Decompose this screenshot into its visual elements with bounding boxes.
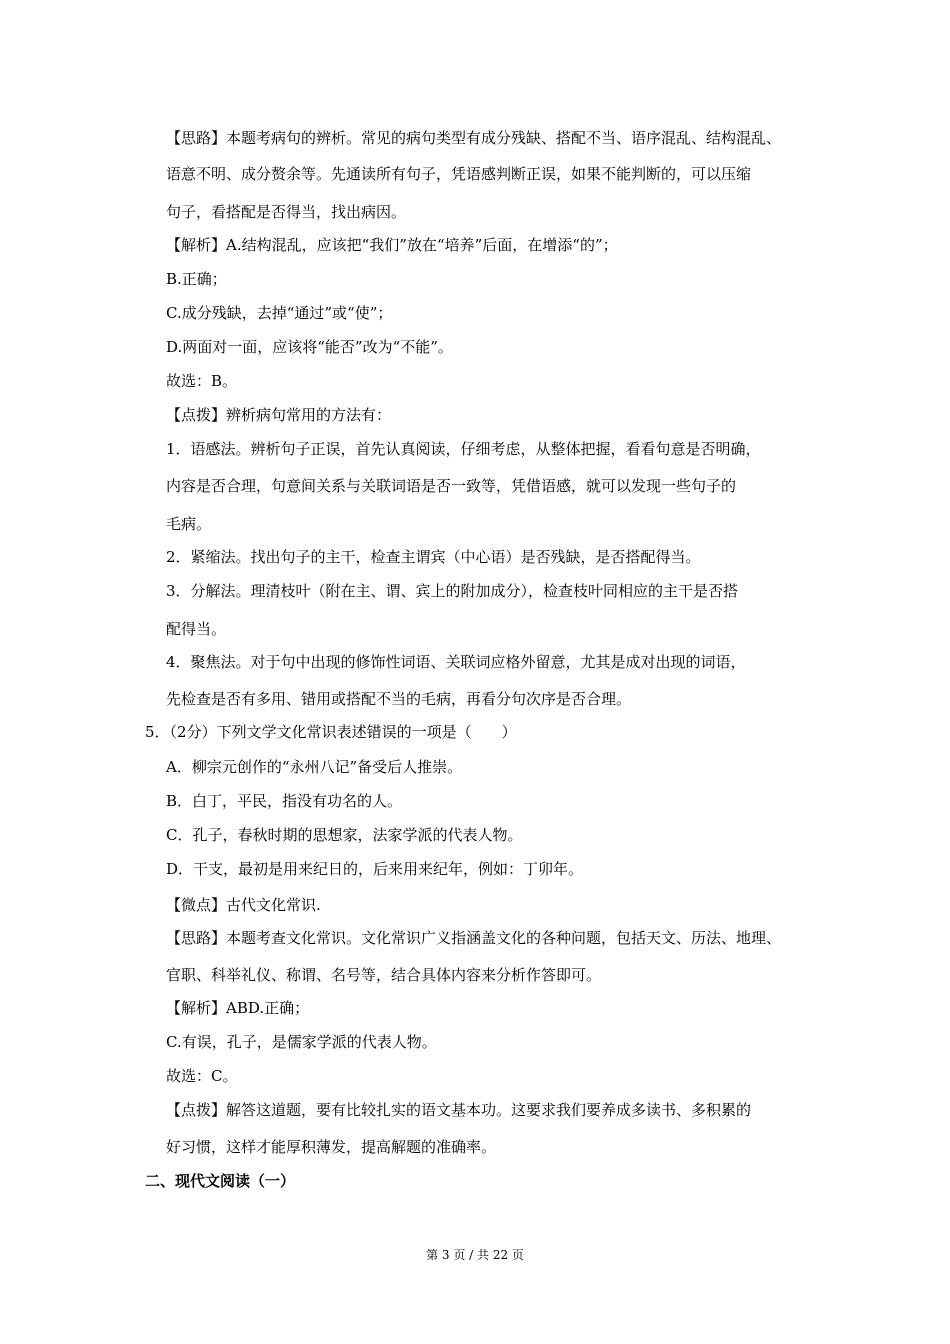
q4-option-b-analysis: B.正确； [166, 270, 227, 288]
method-4-line-2: 先检查是否有多用、错用或搭配不当的毛病，再看分句次序是否合理。 [166, 690, 632, 708]
q4-dianbo: 【点拨】辨析病句常用的方法有： [166, 406, 392, 424]
q5-dianbo-line-1: 【点拨】解答这道题，要有比较扎实的语文基本功。这要求我们要养成多读书、多积累的 [166, 1101, 752, 1119]
q4-jiexi: 【解析】A.结构混乱，应该把“我们”放在“培养”后面，在增添“的”； [166, 236, 618, 254]
q5-silu-line-1: 【思路】本题考查文化常识。文化常识广义指涵盖文化的各种问题，包括天文、历法、地理、 [166, 929, 782, 947]
q5-stem: 5．（2分）下列文学文化常识表述错误的一项是（ ） [145, 723, 517, 741]
q4-silu-line-1: 【思路】本题考病句的辨析。常见的病句类型有成分残缺、搭配不当、语序混乱、结构混乱、 [166, 129, 782, 147]
q4-option-d-analysis: D.两面对一面，应该将“能否”改为“不能”。 [166, 338, 453, 356]
q5-dianbo-line-2: 好习惯，这样才能厚积薄发，提高解题的准确率。 [166, 1138, 497, 1156]
q4-silu-line-3: 句子，看搭配是否得当，找出病因。 [166, 203, 407, 221]
q5-jiexi: 【解析】ABD.正确； [166, 999, 310, 1017]
q5-option-c-analysis: C.有误，孔子，是儒家学派的代表人物。 [166, 1033, 437, 1051]
method-1-line-3: 毛病。 [166, 515, 212, 533]
method-4-line-1: 4．聚焦法。对于句中出现的修饰性词语、关联词应格外留意，尤其是成对出现的词语， [166, 653, 746, 671]
method-1-line-2: 内容是否合理，句意间关系与关联词语是否一致等，凭借语感，就可以发现一些句子的 [166, 477, 737, 495]
q4-option-c-analysis: C.成分残缺，去掉“通过”或“使”； [166, 304, 393, 322]
method-3-line-1: 3．分解法。理清枝叶（附在主、谓、宾上的附加成分），检查枝叶同相应的主干是否搭 [166, 582, 739, 600]
q5-option-b: B．白丁，平民，指没有功名的人。 [166, 792, 403, 810]
q5-weidian: 【微点】古代文化常识. [166, 896, 321, 914]
method-1-line-1: 1．语感法。辨析句子正误，首先认真阅读，仔细考虑，从整体把握，看看句意是否明确， [166, 440, 761, 458]
method-2: 2．紧缩法。找出句子的主干，检查主谓宾（中心语）是否残缺，是否搭配得当。 [166, 548, 701, 566]
method-3-line-2: 配得当。 [166, 620, 227, 638]
q4-answer: 故选：B。 [166, 372, 238, 390]
section-heading: 二、现代文阅读（一） [145, 1172, 296, 1190]
q5-option-c: C．孔子，春秋时期的思想家，法家学派的代表人物。 [166, 826, 523, 844]
q5-option-d: D．干支，最初是用来纪日的，后来用来纪年，例如：丁卯年。 [166, 860, 584, 878]
page-footer: 第 3 页 / 共 22 页 [426, 1248, 524, 1262]
q5-silu-line-2: 官职、科举礼仪、称谓、名号等，结合具体内容来分析作答即可。 [166, 966, 602, 984]
q4-silu-line-2: 语意不明、成分赘余等。先通读所有句子，凭语感判断正误，如果不能判断的，可以压缩 [166, 165, 752, 183]
q5-option-a: A．柳宗元创作的“永州八记”备受后人推崇。 [166, 758, 463, 776]
q5-answer: 故选：C。 [166, 1067, 238, 1085]
